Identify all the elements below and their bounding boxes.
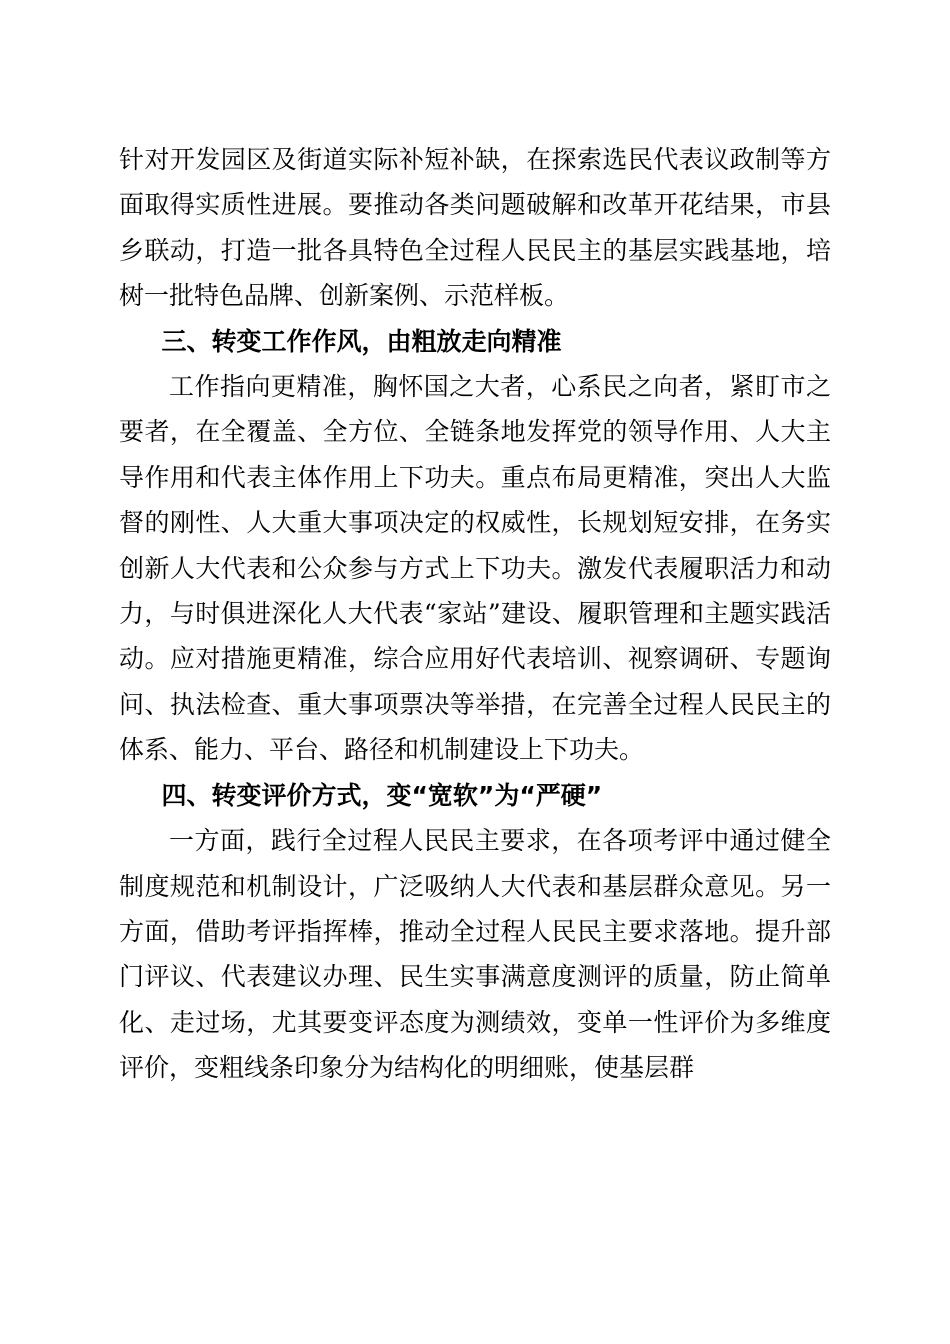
body-paragraph-work-style: 工作指向更精准，胸怀国之大者，心系民之向者，紧盯市之要者，在全覆盖、全方位、全链条地发挥党的领导作用、人大主导作用和代表主体作用上下功夫。重点布局更精准，突出人大监督的刚性、人大重大事项决定的权威性，长规划短安排，在务实创新人大代表和公众参与方式上下功夫。激发代表履职活力和动力，与时俱进深化人大代表“家站”建设、履职管理和主题实践活动。应对措施更精准，综合应用好代表培训、视察调研、专题询问、执法检查、重大事项票决等举措，在完善全过程人民民主的体系、能力、平台、路径和机制建设上下功夫。: [119, 372, 831, 765]
section-heading-4: 四、转变评价方式，变“宽软”为“严硬”: [161, 780, 603, 810]
body-paragraph-continued: 针对开发园区及街道实际补短补缺，在探索选民代表议政制等方面取得实质性进展。要推动各类问题破解和改革开花结果，市县乡联动，打造一批各具特色全过程人民民主的基层实践基地，培树一批特色品牌、创新案例、示范样板。: [119, 145, 831, 311]
body-paragraph-evaluation: 一方面，践行全过程人民民主要求，在各项考评中通过健全制度规范和机制设计，广泛吸纳人大代表和基层群众意见。另一方面，借助考评指挥棒，推动全过程人民民主要求落地。提升部门评议、代表建议办理、民生实事满意度测评的质量，防止简单化、走过场，尤其要变评态度为测绩效，变单一性评价为多维度评价，变粗线条印象分为结构化的明细账，使基层群: [119, 826, 831, 1083]
document-page: [119, 137, 831, 1091]
section-heading-3: 三、转变工作作风，由粗放走向精准: [161, 326, 562, 356]
